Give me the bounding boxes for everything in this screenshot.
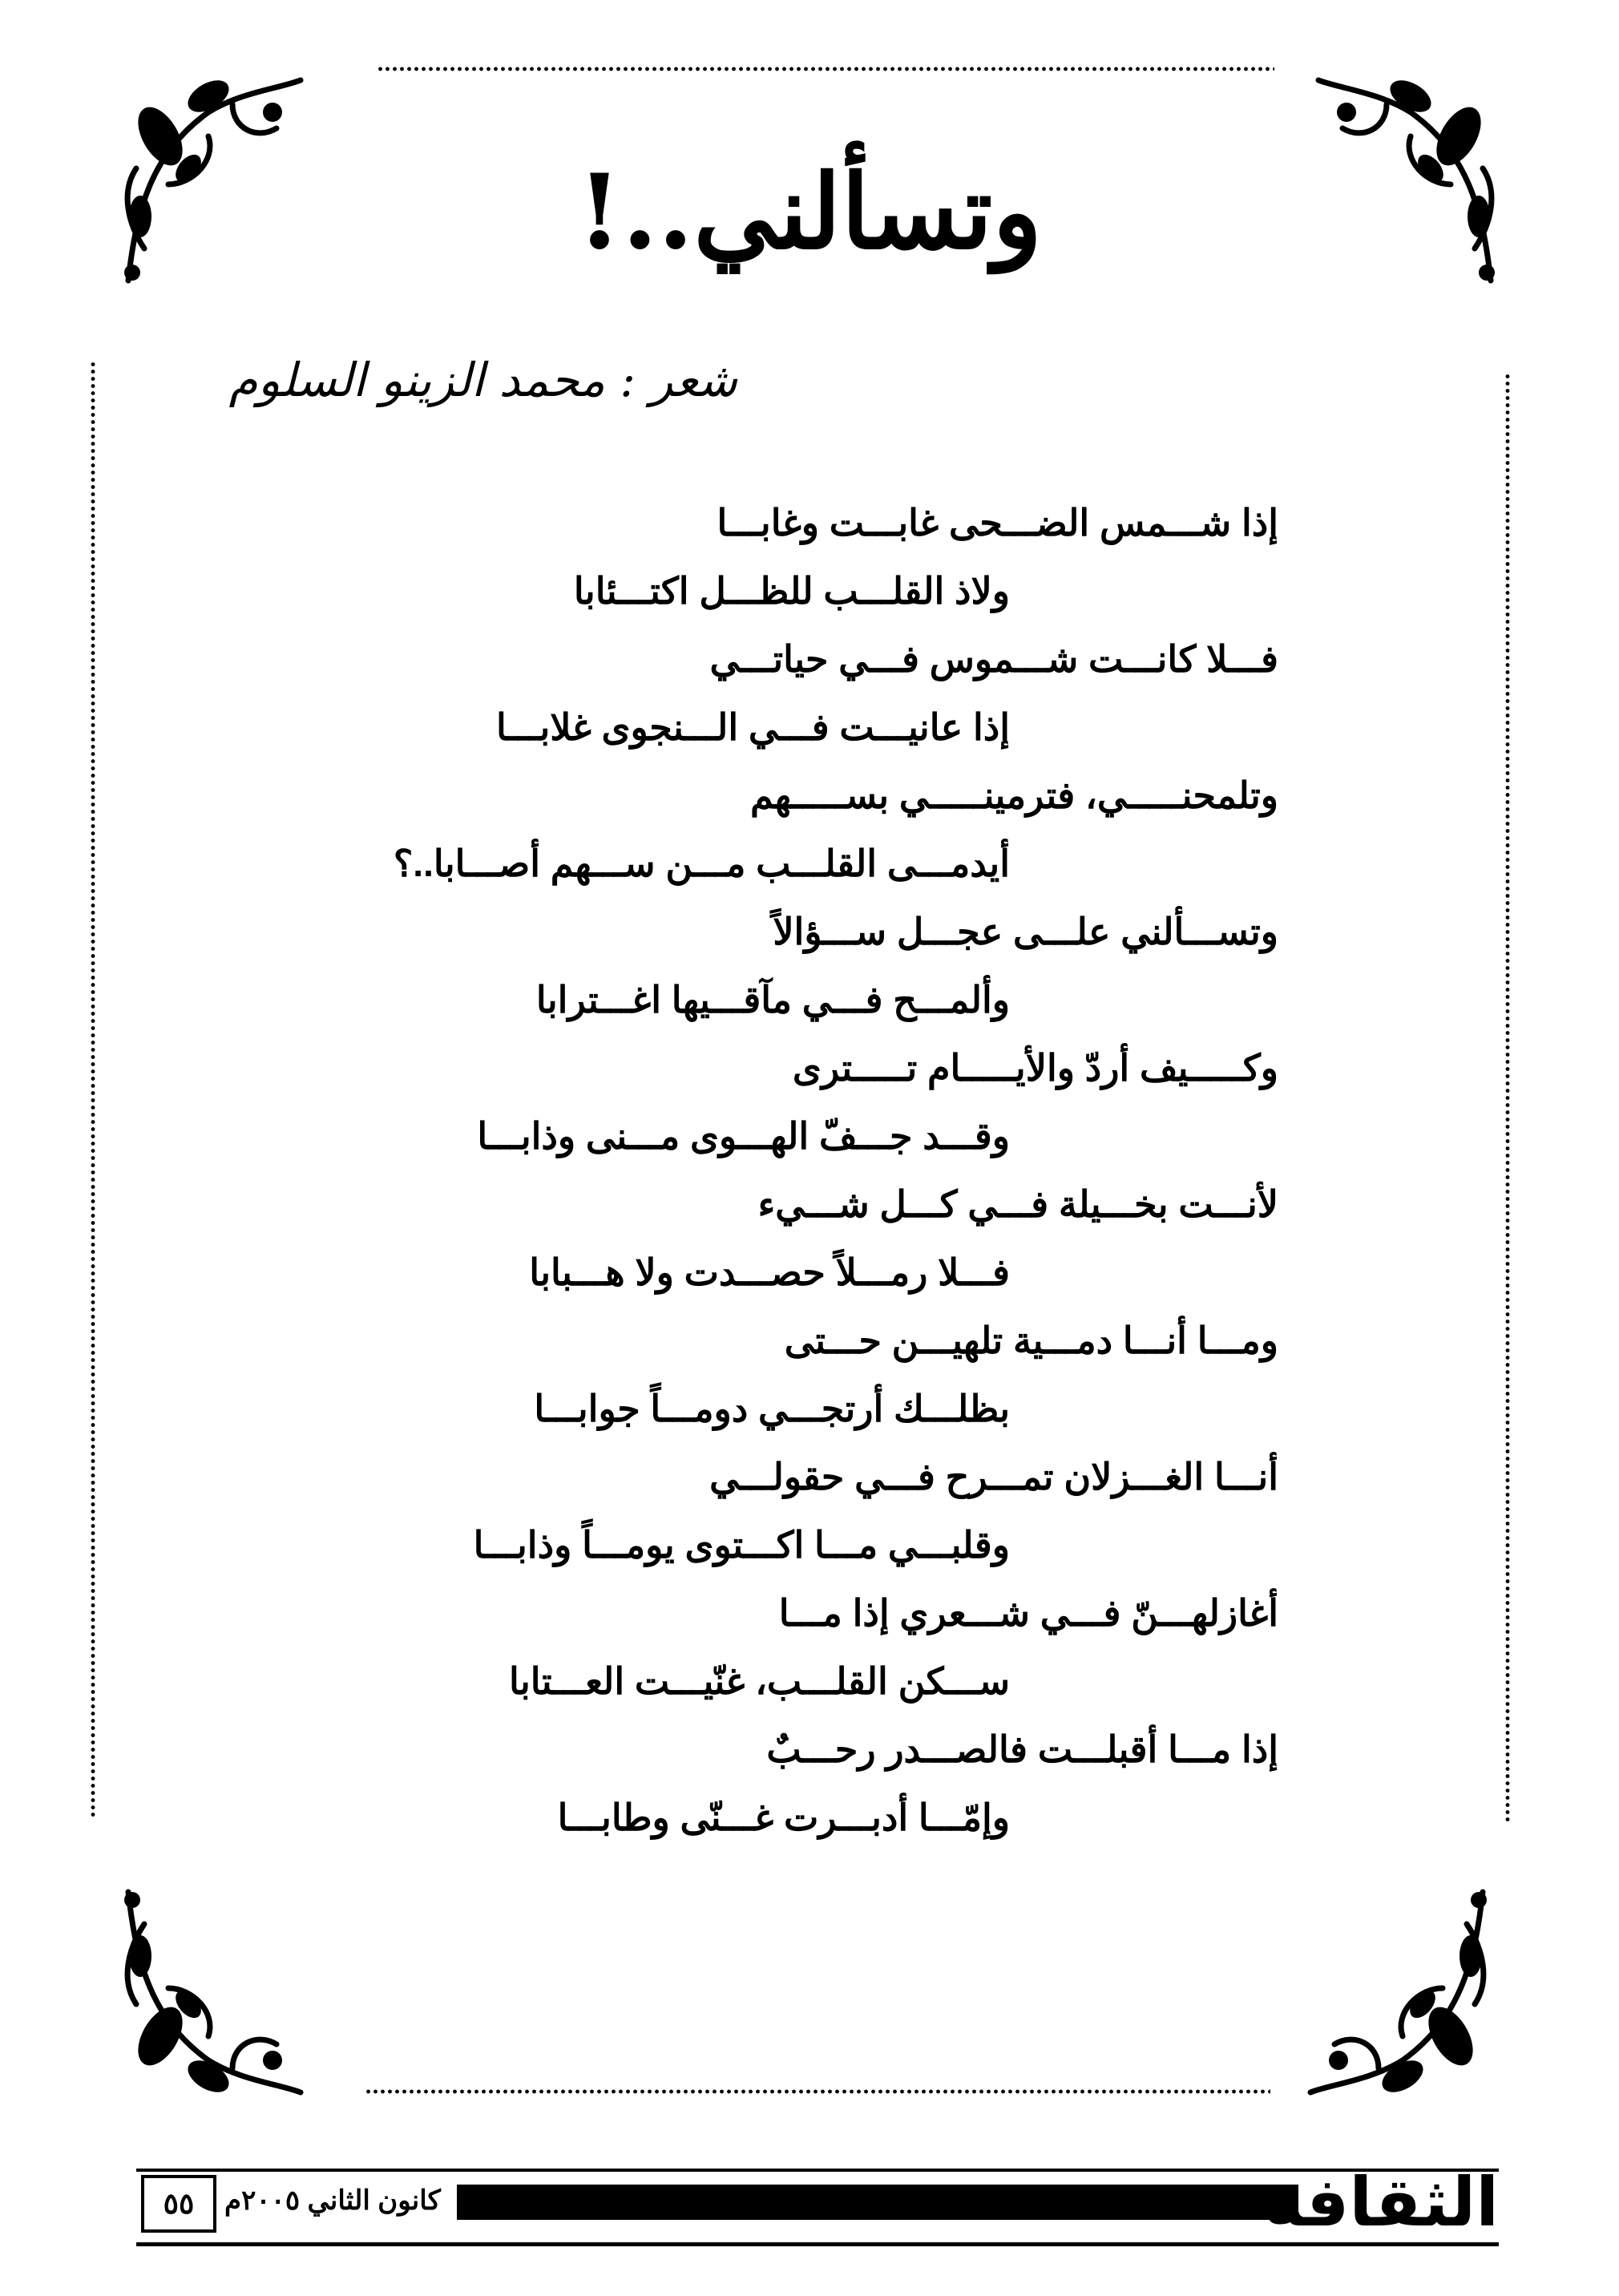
verse-line: ومـــا أنـــا دمـــية تلهيـــن حـــتى xyxy=(784,1320,1278,1361)
verse-line: إذا شـــمس الضـــحى غابـــت وغابـــا xyxy=(717,502,1278,544)
verse-line: لأنـــت بخـــيلة فـــي كـــل شـــيء xyxy=(757,1183,1278,1225)
poem-title: وتسألني..! xyxy=(576,152,1043,273)
verse-line: وقلبـــي مـــا اكـــتوى يومـــاً وذابـــا xyxy=(473,1524,1010,1566)
verse-line: فـــلا رمـــلاً حصـــدت ولا هـــبابا xyxy=(529,1251,1010,1293)
verse-line: وتلمحنـــــي، فترمينـــــي بســـــهم xyxy=(750,774,1278,816)
footer-line-bottom xyxy=(136,2242,1499,2246)
poem-author: شعر : محمد الزينو السلوم xyxy=(228,353,737,407)
verse-line: ولاذ القلـــب للظـــل اكتـــئابا xyxy=(573,570,1010,612)
verse-line: فـــلا كانـــت شـــموس فـــي حياتـــي xyxy=(709,638,1278,680)
verse-line: وتســـألني علـــى عجـــل ســـؤالاً xyxy=(773,911,1278,952)
floral-ornament-bottom-right xyxy=(1306,1876,1499,2108)
verse-line: إذا مـــا أقبلـــت فالصـــدر رحـــبٌ xyxy=(766,1728,1278,1770)
verse-line: بظلـــك أرتجـــي دومـــاً جوابـــا xyxy=(534,1388,1010,1429)
page-number: ٥٥ xyxy=(141,2175,216,2233)
verse-line: أيدمـــى القلـــب مـــن ســـهم أصـــابا..؟ xyxy=(393,843,1010,884)
floral-ornament-bottom-left xyxy=(112,1876,305,2108)
verse-line: وقـــد جـــفّ الهـــوى مـــنى وذابـــا xyxy=(477,1115,1010,1157)
verse-line: وإمّـــا أدبـــرت غـــنّى وطابـــا xyxy=(557,1797,1010,1838)
right-dotted-border xyxy=(1503,373,1512,1824)
verse-line: أنـــا الغـــزلان تمـــرح فـــي حقولـــي xyxy=(709,1456,1278,1498)
bottom-dotted-border xyxy=(365,2087,1270,2096)
verse-line: وكـــــيف أردّ والأيـــــام تـــــترى xyxy=(792,1047,1278,1089)
verse-line: وألمـــح فـــي مآقـــيها اغـــترابا xyxy=(535,979,1010,1021)
issue-date: كانون الثاني ٢٠٠٥م xyxy=(224,2185,441,2216)
page-footer xyxy=(136,2163,1499,2249)
footer-thick-bar xyxy=(457,2185,1298,2220)
top-dotted-border xyxy=(377,64,1274,74)
verse-line: ســـكن القلـــب، غنّيـــت العـــتابا xyxy=(508,1660,1010,1702)
verse-line: أغازلهـــنّ فـــي شـــعري إذا مـــا xyxy=(778,1592,1278,1634)
verse-line: إذا عانيـــت فـــي الـــنجوى غلابـــا xyxy=(496,706,1010,748)
left-dotted-border xyxy=(88,361,98,1820)
magazine-logo: الثقافة xyxy=(1264,2163,1499,2241)
